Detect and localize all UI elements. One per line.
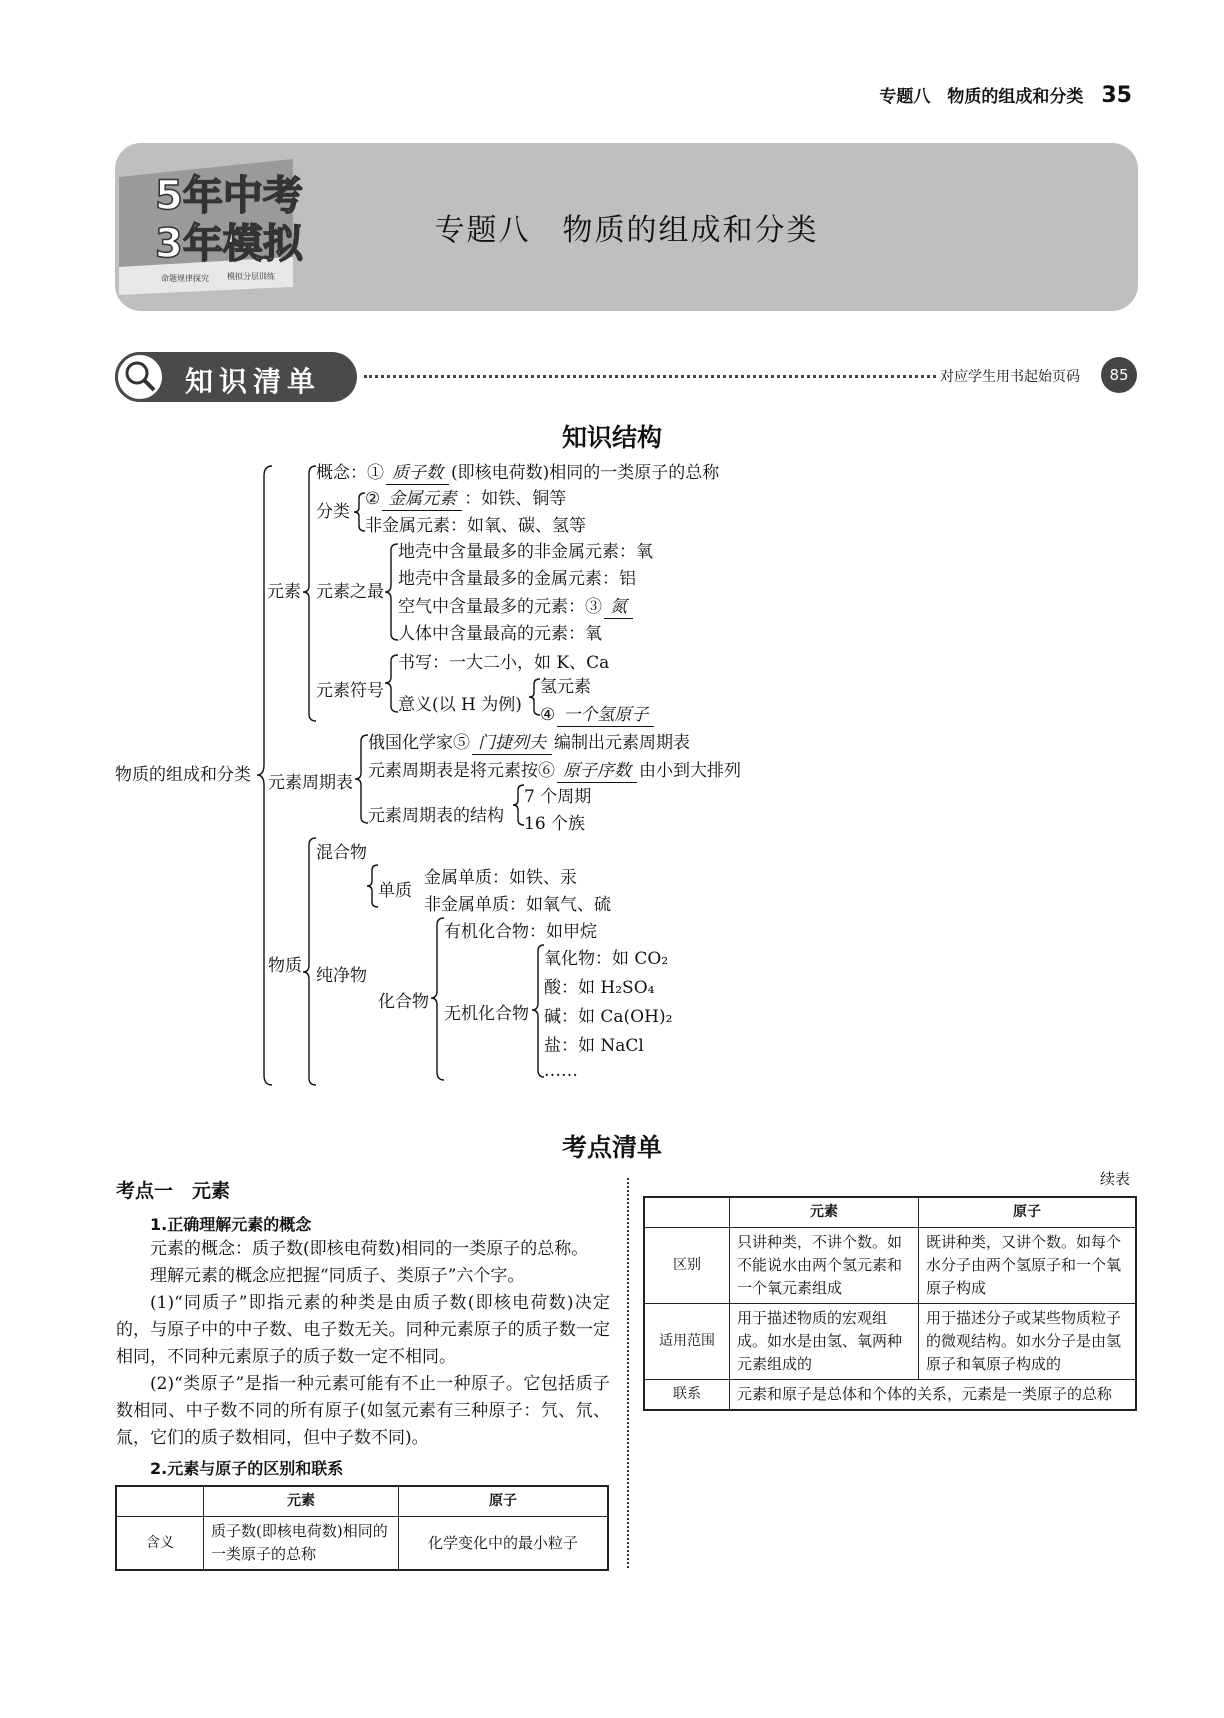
tree-most-3: [398, 596, 635, 619]
paragraph: (1)“同质子”即指元素的种类是由质子数(即核电荷数)决定的，与原子中的中子数、电子数无关。同种元素原子的质子数一定相同，不同种元素原子的质子数一定不相同。: [116, 1293, 610, 1367]
tree-element-most: 元素之最: [316, 582, 384, 602]
tree-periodic-struct: 元素周期表的结构: [368, 806, 504, 826]
class-metal-post: ：如铁、铜等: [464, 489, 567, 509]
table-header-element: 元素: [204, 1486, 399, 1517]
tree-root: 物质的组成和分类: [115, 765, 251, 785]
cell-atom: 化学变化中的最小粒子: [399, 1517, 609, 1571]
tree-oxide: 氧化物：如 CO₂: [544, 949, 669, 969]
tree-element-concept: [316, 462, 719, 485]
table-header-atom: 原子: [919, 1197, 1137, 1228]
logo-tag2: 模拟分层训练: [227, 272, 275, 281]
column-divider: [627, 1178, 629, 1568]
table-header-atom: 原子: [399, 1486, 609, 1517]
page-number: 35: [1101, 83, 1132, 108]
tree-element: 元素: [267, 582, 301, 602]
tree-acid: 酸：如 H₂SO₄: [544, 978, 655, 998]
compare-table-continued: [643, 1196, 1137, 1411]
tree-salt: 盐：如 NaCl: [544, 1036, 644, 1056]
paragraph: 元素的概念：质子数(即核电荷数)相同的一类原子的总称。: [150, 1239, 589, 1259]
concept-pre: 概念：①: [316, 463, 384, 483]
point-heading: 考点一 元素: [116, 1180, 231, 1202]
tree-inorganic: 无机化合物: [444, 1004, 529, 1024]
ref-text: 对应学生用书起始页码: [940, 369, 1080, 385]
tree-periodic: 元素周期表: [268, 773, 353, 793]
compare-table: [115, 1485, 609, 1571]
continued-label: 续表: [1100, 1170, 1131, 1188]
tree-class-nonmetal: 非金属元素：如氧、碳、氢等: [365, 516, 586, 536]
tree-periodic-1: [368, 732, 690, 755]
tree-meaning-1: 氢元素: [540, 677, 591, 697]
tree-pure: 纯净物: [316, 966, 367, 986]
blank-1: 质子数: [386, 462, 449, 485]
concept-post: (即核电荷数)相同的一类原子的总称: [451, 463, 720, 483]
tree-struct-1: 7 个周期: [524, 787, 592, 807]
tree-most-2: 地壳中含量最多的金属元素：铝: [398, 569, 636, 589]
periodic1-pre: 俄国化学家⑤: [368, 733, 470, 753]
tree-base: 碱：如 Ca(OH)₂: [544, 1007, 673, 1027]
table-row: [644, 1304, 1136, 1380]
cell-atom: 用于描述分子或某些物质粒子的微观结构。如水分子是由氢原子和氧原子构成的: [919, 1304, 1137, 1380]
row-label: 适用范围: [644, 1304, 730, 1380]
ref-page-badge: 85: [1101, 357, 1137, 393]
chapter-title: 专题八 物质的组成和分类: [434, 213, 819, 248]
periodic2-pre: 元素周期表是将元素按⑥: [368, 761, 555, 781]
tree-simple: 单质: [378, 881, 412, 901]
row-label: 含义: [116, 1517, 204, 1571]
periodic1-post: 编制出元素周期表: [554, 733, 690, 753]
tree-etc: ……: [544, 1061, 578, 1081]
tree-matter: 物质: [268, 956, 302, 976]
structure-title: 知识结构: [561, 423, 662, 452]
section-label-text: 知识清单: [185, 365, 322, 398]
blank-4: 一个氢原子: [557, 704, 654, 727]
subheading-1: 1.正确理解元素的概念: [150, 1215, 312, 1234]
running-header-chapter: 专题八 物质的组成和分类: [879, 87, 1084, 107]
tree-class-metal: [365, 488, 566, 511]
tree-symbol-write: 书写：一大二小，如 K、Ca: [398, 653, 610, 673]
cell-link: 元素和原子是总体和个体的关系，元素是一类原子的总称: [730, 1380, 1137, 1411]
paragraph: 理解元素的概念应把握“同质子、类原子”六个字。: [150, 1266, 525, 1286]
cell-element: 用于描述物质的宏观组成。如水是由氢、氧两种元素组成的: [730, 1304, 919, 1380]
logo-line1: 5年中考: [155, 173, 303, 219]
tree-meaning-2: [540, 704, 656, 727]
paragraph-block: [116, 1236, 610, 1452]
tree-most-1: 地壳中含量最多的非金属元素：氧: [398, 542, 653, 562]
tree-element-symbol: 元素符号: [316, 681, 384, 701]
blank-3: 氮: [604, 596, 633, 619]
class-metal-pre: ②: [365, 489, 381, 509]
table-row: [644, 1228, 1136, 1304]
tree-struct-2: 16 个族: [524, 814, 586, 834]
paragraph: (2)“类原子”是指一种元素可能有不止一种原子。它包括质子数相同、中子数不同的所有原子(如氢元素有三种原子：氕、氘、氚，它们的质子数相同，但中子数不同)。: [116, 1374, 610, 1448]
blank-2: 金属元素: [382, 488, 462, 511]
logo-line2: 3年模拟: [155, 221, 303, 267]
logo-tag1: 命题规律探究: [161, 274, 209, 283]
tree-symbol-meaning: 意义(以 H 为例): [398, 695, 522, 715]
blank-5: 门捷列夫: [472, 732, 552, 755]
most3-pre: 空气中含量最多的元素：③: [398, 597, 602, 617]
tree-simple-metal: 金属单质：如铁、汞: [424, 868, 577, 888]
tree-most-4: 人体中含量最高的元素：氧: [398, 624, 602, 644]
subheading-2: 2.元素与原子的区别和联系: [150, 1459, 344, 1478]
blank-6: 原子序数: [557, 760, 637, 783]
tree-element-class: 分类: [316, 502, 350, 522]
periodic2-post: 由小到大排列: [639, 761, 741, 781]
tree-compound: 化合物: [378, 992, 429, 1012]
exam-title: 考点清单: [561, 1133, 662, 1162]
tree-periodic-2: [368, 760, 741, 783]
table-header-blank: [116, 1486, 204, 1517]
table-row: [116, 1517, 608, 1571]
row-label: 区别: [644, 1228, 730, 1304]
table-row: [644, 1380, 1136, 1411]
tree-simple-nonmetal: 非金属单质：如氧气、硫: [424, 895, 611, 915]
table-header-element: 元素: [730, 1197, 919, 1228]
cell-element: 只讲种类，不讲个数。如不能说水由两个氢元素和一个氧元素组成: [730, 1228, 919, 1304]
tree-mixture: 混合物: [316, 843, 367, 863]
meaning2-pre: ④: [540, 705, 556, 725]
tree-organic: 有机化合物：如甲烷: [444, 922, 597, 942]
table-header-blank: [644, 1197, 730, 1228]
cell-atom: 既讲种类，又讲个数。如每个水分子由两个氢原子和一个氧原子构成: [919, 1228, 1137, 1304]
cell-element: 质子数(即核电荷数)相同的一类原子的总称: [204, 1517, 399, 1571]
row-label: 联系: [644, 1380, 730, 1411]
